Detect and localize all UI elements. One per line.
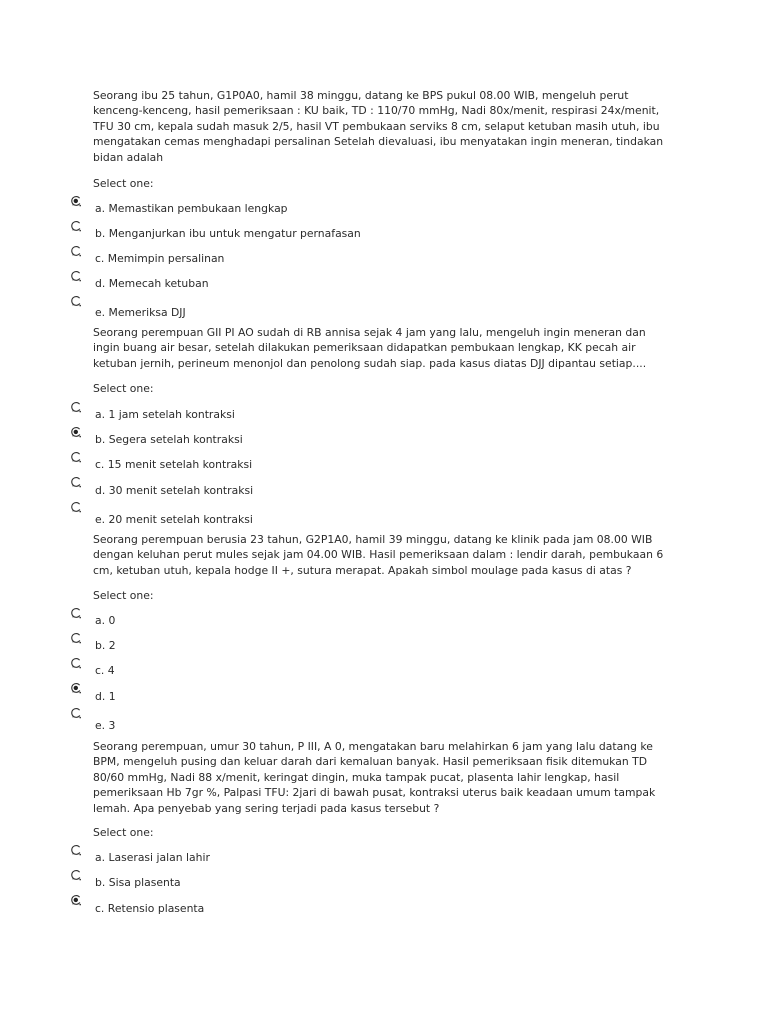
question-1-option-a-label[interactable]: a. Memastikan pembukaan lengkap (95, 202, 288, 215)
question-3-option-e-label[interactable]: e. 3 (95, 719, 116, 732)
question-4-option-b-label[interactable]: b. Sisa plasenta (95, 876, 181, 889)
question-1-option-e-radio[interactable] (70, 295, 82, 307)
question-3-option-d-label[interactable]: d. 1 (95, 690, 116, 703)
question-4-option-a-radio[interactable] (70, 844, 82, 856)
question-3-option-a-radio[interactable] (70, 607, 82, 619)
question-2-option-d-label[interactable]: d. 30 menit setelah kontraksi (95, 484, 254, 497)
question-2-text: Seorang perempuan GII PI AO sudah di RB annisa sejak 4 jam yang lalu, mengeluh ingin meneran dan ingin buang air besar, setelah dilakukan pemeriksaan didapatkan pembukaan lengkap, KK pecah air ketuban jernih, perineum menonjol dan penolong sudah siap. pada kasus diatas DJJ dipantau setiap.... (93, 326, 647, 370)
question-2-option-c-radio[interactable] (70, 451, 82, 463)
question-4-option-a-label[interactable]: a. Laserasi jalan lahir (95, 851, 210, 864)
question-2-option-d-radio[interactable] (70, 476, 82, 488)
question-2-option-b-radio[interactable] (70, 426, 82, 438)
question-3-option-b-label[interactable]: b. 2 (95, 639, 116, 652)
question-1-option-d-label[interactable]: d. Memecah ketuban (95, 277, 209, 290)
question-3-select-one-label: Select one: (93, 589, 154, 602)
question-2-option-b-label[interactable]: b. Segera setelah kontraksi (95, 433, 243, 446)
question-3-option-d-radio[interactable] (70, 682, 82, 694)
question-1-option-b-radio[interactable] (70, 220, 82, 232)
question-4-select-one-label: Select one: (93, 826, 154, 839)
question-2-option-a-radio[interactable] (70, 401, 82, 413)
question-2-select-one-label: Select one: (93, 382, 154, 395)
question-2-option-e-radio[interactable] (70, 501, 82, 513)
question-1-select-one-label: Select one: (93, 177, 154, 190)
question-3-option-e-radio[interactable] (70, 707, 82, 719)
question-3-option-c-label[interactable]: c. 4 (95, 664, 115, 677)
question-4-option-b-radio[interactable] (70, 869, 82, 881)
question-1-text: Seorang ibu 25 tahun, G1P0A0, hamil 38 minggu, datang ke BPS pukul 08.00 WIB, mengeluh perut kenceng-kenceng, hasil pemeriksaan : KU baik, TD : 110/70 mmHg, Nadi 80x/menit, respirasi 24x/menit, TFU 30 cm, kepala sudah masuk 2/5, hasil VT pembukaan serviks 8 cm, selaput ketuban masih utuh, ibu mengatakan cemas menghadapi persalinan Setelah dievaluasi, ibu menyatakan ingin meneran, tindakan bidan adalah (93, 89, 664, 164)
question-3-option-c-radio[interactable] (70, 657, 82, 669)
question-4-text: Seorang perempuan, umur 30 tahun, P III, A 0, mengatakan baru melahirkan 6 jam yang lalu datang ke BPM, mengeluh pusing dan keluar darah dari kemaluan banyak. Hasil pemeriksaan fisik ditemukan TD 80/60 mmHg, Nadi 88 x/menit, keringat dingin, muka tampak pucat, plasenta lahir lengkap, hasil pemeriksaan Hb 7gr %, Palpasi TFU: 2jari di bawah pusat, kontraksi uterus baik keadaan umum tampak lemah. Apa penyebab yang sering terjadi pada kasus tersebut ? (93, 740, 656, 815)
question-2-option-c-label[interactable]: c. 15 menit setelah kontraksi (95, 458, 253, 471)
question-4-option-c-radio[interactable] (70, 894, 82, 906)
question-1-option-c-label[interactable]: c. Memimpin persalinan (95, 252, 225, 265)
question-1-option-b-label[interactable]: b. Menganjurkan ibu untuk mengatur pernafasan (95, 227, 361, 240)
question-2-option-a-label[interactable]: a. 1 jam setelah kontraksi (95, 408, 235, 421)
question-1-option-a-radio[interactable] (70, 195, 82, 207)
question-1-option-e-label[interactable]: e. Memeriksa DJJ (95, 306, 186, 319)
question-3-text: Seorang perempuan berusia 23 tahun, G2P1A0, hamil 39 minggu, datang ke klinik pada jam 08.00 WIB dengan keluhan perut mules sejak jam 04.00 WIB. Hasil pemeriksaan dalam : lendir darah, pembukaan 6 cm, ketuban utuh, kepala hodge II +, sutura merapat. Apakah simbol moulage pada kasus di atas ? (93, 533, 664, 577)
question-3-option-a-label[interactable]: a. 0 (95, 614, 116, 627)
question-1-option-c-radio[interactable] (70, 245, 82, 257)
question-4-option-c-label[interactable]: c. Retensio plasenta (95, 902, 205, 915)
question-1-option-d-radio[interactable] (70, 270, 82, 282)
question-2-option-e-label[interactable]: e. 20 menit setelah kontraksi (95, 513, 253, 526)
question-3-option-b-radio[interactable] (70, 632, 82, 644)
